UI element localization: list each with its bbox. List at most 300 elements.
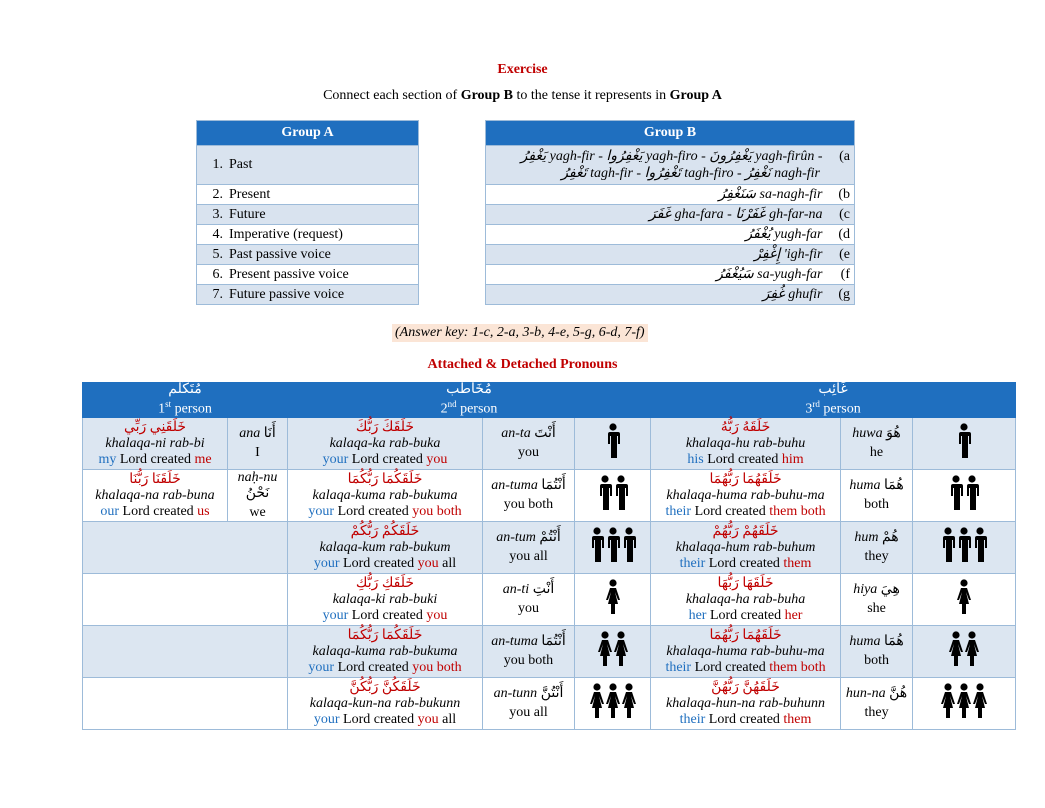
- person-label: person: [171, 401, 212, 417]
- phrase-object: them both: [769, 659, 826, 675]
- pronoun-arabic: هِيَ: [880, 582, 900, 597]
- phrase-english: [651, 660, 840, 676]
- group-a-num: 4.: [212, 226, 223, 242]
- pronoun-arabic: هُمْ: [881, 530, 899, 545]
- pronoun-cell: [841, 678, 913, 730]
- phrase-transliteration: khalaqa-ha rab-buha: [685, 591, 806, 607]
- pronoun-cell: [483, 470, 575, 522]
- group-b-cell: [486, 185, 855, 205]
- figure-group: [606, 423, 620, 459]
- person-ordinal: 1: [158, 401, 166, 417]
- phrase-arabic: خَلَقَنِي رَبِّي: [123, 419, 187, 435]
- phrase-arabic: خَلَقَهُ رَبُّهُ: [720, 419, 771, 435]
- pronoun-transliteration: an-tuma: [491, 634, 538, 649]
- phrase-transliteration: kalaqa-kun-na rab-bukunn: [309, 695, 461, 711]
- gap-cell: [419, 245, 486, 265]
- phrase-object: you: [417, 555, 439, 571]
- group-a-cell: [197, 245, 419, 265]
- phrase-cell: [651, 522, 841, 574]
- pronoun-line: [483, 426, 574, 442]
- figure-cell: [575, 574, 651, 626]
- group-b-cell: [486, 205, 855, 225]
- female-figure-icon: [622, 683, 636, 719]
- phrase-cell: [288, 470, 483, 522]
- pronoun-cell: [841, 470, 913, 522]
- group-b-line: [490, 148, 850, 165]
- pronoun-arabic: أَنْتُنَّ: [540, 686, 564, 701]
- pronoun-english: you all: [509, 705, 548, 720]
- pronoun-english: they: [864, 549, 889, 564]
- person-header-1: [83, 383, 288, 418]
- phrase-possessive: their: [665, 503, 692, 519]
- phrase-object: him: [781, 451, 804, 467]
- group-a-cell: [197, 185, 419, 205]
- phrase-cell: [288, 574, 483, 626]
- pronoun-cell: [841, 626, 913, 678]
- phrase-middle: Lord created: [339, 555, 418, 571]
- exercise-row: [197, 146, 855, 185]
- pronoun-cell: [483, 522, 575, 574]
- empty-cell: [83, 574, 228, 626]
- phrase-object: them: [783, 711, 812, 727]
- gap-cell: [419, 205, 486, 225]
- female-figure-icon: [606, 683, 620, 719]
- pronouns-table: [82, 382, 1016, 730]
- figure-cell: [913, 678, 1016, 730]
- pronoun-english: you all: [509, 549, 548, 564]
- male-figure-icon: [965, 475, 979, 511]
- figure-cell: [575, 418, 651, 470]
- pronoun-transliteration: hun-na: [845, 686, 886, 701]
- phrase-cell: [288, 418, 483, 470]
- pronoun-english: we: [249, 505, 266, 520]
- pronoun-cell: [841, 522, 913, 574]
- pronoun-line: [483, 582, 574, 598]
- pronoun-english: both: [864, 497, 889, 512]
- pronoun-line: [483, 478, 574, 494]
- male-figure-icon: [957, 527, 971, 563]
- group-a-cell: [197, 146, 419, 185]
- person-label: person: [819, 401, 861, 417]
- phrase-middle: Lord created: [334, 503, 413, 519]
- exercise-title: Exercise: [497, 62, 548, 77]
- empty-cell: [228, 522, 288, 574]
- phrase-possessive: your: [322, 451, 349, 467]
- pronoun-cell: [228, 418, 288, 470]
- phrase-transliteration: kalaqa-ka rab-buka: [329, 435, 441, 451]
- group-b-letter: (a: [839, 149, 850, 164]
- phrase-arabic: خَلَقَهَا رَبُّهَا: [717, 575, 774, 591]
- pronoun-row: [83, 626, 1016, 678]
- group-a-label: Future passive voice: [229, 286, 345, 302]
- pronoun-english: you: [518, 601, 539, 616]
- phrase-object: you both: [412, 503, 462, 519]
- pronoun-arabic: أَنْتُمَا: [541, 634, 566, 649]
- male-figure-icon: [622, 527, 636, 563]
- female-figure-icon: [590, 683, 604, 719]
- phrase-object: them: [783, 555, 812, 571]
- person-header-arabic: مُتَكَلِّم: [168, 382, 202, 398]
- exercise-body: [197, 146, 855, 305]
- pronoun-transliteration: huma: [849, 634, 881, 649]
- pronoun-line: [841, 686, 912, 702]
- male-figure-icon: [957, 423, 971, 459]
- figure-cell: [575, 678, 651, 730]
- gap-cell: [419, 146, 486, 185]
- group-b-text: إِغْفِرْ 'igh-fir: [754, 247, 823, 262]
- pronoun-line: [841, 634, 912, 650]
- phrase-transliteration: kalaqa-kum rab-bukum: [319, 539, 451, 555]
- female-figure-icon: [973, 683, 987, 719]
- pronoun-transliteration: an-tum: [496, 530, 536, 545]
- phrase-english: [288, 660, 482, 676]
- phrase-middle: Lord created: [348, 451, 427, 467]
- exercise-instruction: [0, 88, 1045, 104]
- pronoun-english: you: [518, 445, 539, 460]
- empty-cell: [83, 678, 228, 730]
- male-figure-icon: [606, 527, 620, 563]
- pronoun-transliteration: an-tuma: [491, 478, 538, 493]
- person-header-arabic: مُخَاطَب: [446, 382, 492, 398]
- group-a-cell: [197, 285, 419, 305]
- phrase-transliteration: khalaqa-na rab-buna: [95, 487, 215, 503]
- pronoun-english: she: [867, 601, 886, 616]
- pronoun-line: [841, 530, 912, 546]
- empty-cell: [83, 626, 228, 678]
- phrase-transliteration: kalaqa-kuma rab-bukuma: [312, 643, 458, 659]
- group-b-cell: [486, 146, 855, 185]
- person-label: person: [456, 401, 498, 417]
- pronoun-row: [83, 470, 1016, 522]
- group-a-cell: [197, 225, 419, 245]
- group-a-label: Future: [229, 206, 266, 222]
- male-figure-icon: [598, 475, 612, 511]
- pronoun-arabic: أَنْتِ: [532, 582, 555, 597]
- figure-group: [598, 475, 628, 511]
- phrase-english: [288, 504, 482, 520]
- figure-group: [957, 579, 971, 615]
- group-b-letter: (d: [838, 227, 850, 242]
- figure-cell: [575, 522, 651, 574]
- group-a-label: Past: [229, 157, 253, 172]
- phrase-transliteration: khalaqa-hu rab-buhu: [685, 435, 806, 451]
- phrase-english: [288, 556, 482, 572]
- phrase-object: you: [417, 711, 439, 727]
- phrase-cell: [83, 418, 228, 470]
- empty-cell: [83, 522, 228, 574]
- phrase-possessive: their: [679, 711, 706, 727]
- person-header-3: [651, 383, 1016, 418]
- phrase-english: [651, 556, 840, 572]
- pronoun-arabic: نَحْنُ: [245, 486, 270, 501]
- group-b-text: غُفِرَ ghufir: [762, 287, 823, 302]
- group-a-num: 1.: [212, 157, 223, 172]
- group-b-letter: (f: [840, 267, 850, 282]
- phrase-arabic: خَلَقَكَ رَبُّكَ: [355, 419, 415, 435]
- figure-group: [941, 527, 987, 563]
- group-a-num: 7.: [212, 286, 223, 302]
- phrase-arabic: خَلَقَكُمَا رَبُّكُمَا: [347, 627, 423, 643]
- figure-group: [606, 579, 620, 615]
- phrase-object: you: [426, 607, 448, 623]
- group-b-text: غَفَرَ gha-fara - غَفَرْنَا gh-far-na: [649, 207, 823, 222]
- phrase-middle: Lord created: [119, 503, 198, 519]
- phrase-arabic: خَلَقَكُمْ رَبُّكُمْ: [350, 523, 420, 539]
- pronoun-english: you both: [503, 653, 554, 668]
- group-a-num: 2.: [212, 186, 223, 202]
- phrase-cell: [288, 626, 483, 678]
- male-figure-icon: [606, 423, 620, 459]
- group-b-text: يَغْفِرُ yagh-fir - يَغْفِرُوا yagh-firo - يَغْفِرُونَ yagh-firûn -: [520, 149, 823, 164]
- female-figure-icon: [957, 683, 971, 719]
- phrase-cell: [651, 574, 841, 626]
- person-header-label: [288, 397, 650, 417]
- phrase-possessive: her: [688, 607, 707, 623]
- group-b-cell: [486, 285, 855, 305]
- figure-group: [590, 527, 636, 563]
- female-figure-icon: [614, 631, 628, 667]
- figure-cell: [913, 418, 1016, 470]
- pronoun-transliteration: an-ti: [502, 582, 530, 597]
- figure-cell: [913, 470, 1016, 522]
- male-figure-icon: [941, 527, 955, 563]
- phrase-middle: Lord created: [691, 659, 770, 675]
- phrase-cell: [288, 522, 483, 574]
- group-b-letter: (e: [839, 247, 850, 262]
- gap-cell: [419, 285, 486, 305]
- pronoun-english: he: [869, 445, 884, 460]
- pronoun-english: they: [864, 705, 889, 720]
- phrase-arabic: خَلَقَكِ رَبُّكِ: [355, 575, 415, 591]
- phrase-english: [651, 712, 840, 728]
- pronoun-row: [83, 574, 1016, 626]
- male-figure-icon: [973, 527, 987, 563]
- pronoun-transliteration: hiya: [853, 582, 878, 597]
- gap-cell: [419, 121, 486, 146]
- phrase-english: [83, 452, 227, 468]
- phrase-english: [651, 608, 840, 624]
- group-a-label: Past passive voice: [229, 246, 331, 262]
- phrase-english: [288, 608, 482, 624]
- phrase-arabic: خَلَقَهُمْ رَبُّهُمْ: [712, 523, 779, 539]
- exercise-table: [196, 120, 855, 305]
- phrase-cell: [651, 470, 841, 522]
- group-b-letter: (c: [839, 207, 850, 222]
- phrase-english: [288, 712, 482, 728]
- pronoun-transliteration: an-tunn: [493, 686, 538, 701]
- phrase-object: us: [197, 503, 210, 519]
- person-ordinal: 2: [440, 401, 448, 417]
- group-a-label: Present: [229, 186, 271, 202]
- pronoun-cell: [483, 418, 575, 470]
- female-figure-icon: [965, 631, 979, 667]
- figure-group: [598, 631, 628, 667]
- figure-group: [957, 423, 971, 459]
- phrase-transliteration: khalaqa-hum rab-buhum: [675, 539, 816, 555]
- phrase-arabic: خَلَقَنَا رَبُّنَا: [129, 471, 181, 487]
- phrase-cell: [651, 678, 841, 730]
- pronoun-arabic: أَنَا: [263, 426, 276, 441]
- phrase-possessive: your: [313, 555, 340, 571]
- phrase-middle: Lord created: [334, 659, 413, 675]
- figure-group: [949, 631, 979, 667]
- instruction-pre: Connect each section of: [323, 88, 461, 103]
- phrase-possessive: his: [687, 451, 704, 467]
- empty-cell: [228, 574, 288, 626]
- pronoun-transliteration: huma: [849, 478, 881, 493]
- person-ordinal: 3: [805, 401, 813, 417]
- person-ordinal-suffix: nd: [447, 399, 457, 410]
- pronoun-cell: [841, 418, 913, 470]
- pronoun-english: both: [864, 653, 889, 668]
- instruction-group-a: Group A: [669, 88, 722, 103]
- pronoun-english: I: [255, 445, 260, 460]
- phrase-middle: Lord created: [339, 711, 418, 727]
- phrase-middle: Lord created: [705, 555, 784, 571]
- phrase-english: [651, 504, 840, 520]
- phrase-possessive: their: [665, 659, 692, 675]
- phrase-english: [651, 452, 840, 468]
- phrase-arabic: خَلَقَكُمَا رَبُّكُمَا: [347, 471, 423, 487]
- phrase-middle: Lord created: [703, 451, 782, 467]
- person-header-label: [651, 397, 1015, 417]
- pronoun-row: [83, 418, 1016, 470]
- phrase-transliteration: khalaqa-ni rab-bi: [105, 435, 205, 451]
- phrase-possessive: your: [313, 711, 340, 727]
- group-b-text: يُغْفَرُ yugh-far: [745, 227, 823, 242]
- female-figure-icon: [598, 631, 612, 667]
- empty-cell: [228, 626, 288, 678]
- gap-cell: [419, 185, 486, 205]
- phrase-tail: all: [438, 711, 457, 727]
- pronoun-line: [483, 530, 574, 546]
- phrase-object: you: [426, 451, 448, 467]
- group-b-cell: [486, 245, 855, 265]
- group-b-header: Group B: [486, 121, 855, 146]
- female-figure-icon: [606, 579, 620, 615]
- pronoun-arabic: هُمَا: [883, 634, 904, 649]
- exercise-row: [197, 205, 855, 225]
- pronouns-title: Attached & Detached Pronouns: [427, 357, 618, 372]
- figure-group: [590, 683, 636, 719]
- figure-cell: [913, 574, 1016, 626]
- phrase-transliteration: khalaqa-hun-na rab-buhunn: [666, 695, 826, 711]
- group-b-text: سَيُغْفَرُ sa-yugh-far: [716, 267, 823, 282]
- exercise-row: [197, 265, 855, 285]
- group-a-cell: [197, 265, 419, 285]
- person-ordinal-suffix: rd: [812, 399, 820, 410]
- figure-cell: [575, 626, 651, 678]
- pronoun-line: [841, 582, 912, 598]
- phrase-transliteration: khalaqa-huma rab-buhu-ma: [666, 487, 825, 503]
- pronoun-cell: [483, 574, 575, 626]
- pronoun-arabic: هُوَ: [886, 426, 901, 441]
- pronoun-transliteration: naḥ-nu: [237, 470, 278, 485]
- pronoun-cell: [483, 678, 575, 730]
- gap-cell: [419, 225, 486, 245]
- person-header-label: [83, 397, 287, 417]
- phrase-object: her: [784, 607, 803, 623]
- pronoun-transliteration: ana: [239, 426, 261, 441]
- group-b-letter: (b: [838, 187, 850, 202]
- phrase-middle: Lord created: [706, 607, 785, 623]
- phrase-arabic: خَلَقَهُمَا رَبُّهُمَا: [709, 471, 782, 487]
- phrase-middle: Lord created: [691, 503, 770, 519]
- instruction-group-b: Group B: [460, 88, 513, 103]
- male-figure-icon: [614, 475, 628, 511]
- empty-cell: [228, 678, 288, 730]
- phrase-possessive: our: [100, 503, 120, 519]
- pronoun-arabic: هُمَا: [883, 478, 904, 493]
- figure-group: [941, 683, 987, 719]
- pronoun-cell: [483, 626, 575, 678]
- pronoun-transliteration: huwa: [852, 426, 883, 441]
- exercise-row: [197, 285, 855, 305]
- exercise-row: [197, 185, 855, 205]
- female-figure-icon: [957, 579, 971, 615]
- pronoun-arabic: أَنْتَ: [534, 426, 556, 441]
- phrase-object: me: [194, 451, 212, 467]
- pronoun-line: [483, 686, 574, 702]
- phrase-cell: [288, 678, 483, 730]
- group-a-num: 3.: [212, 206, 223, 222]
- group-a-num: 5.: [212, 246, 223, 262]
- phrase-middle: Lord created: [705, 711, 784, 727]
- answer-key: (Answer key: 1-c, 2-a, 3-b, 4-e, 5-g, 6-d, 7-f): [392, 324, 648, 342]
- group-b-cell: [486, 225, 855, 245]
- phrase-possessive: your: [322, 607, 349, 623]
- phrase-tail: all: [438, 555, 457, 571]
- exercise-row: [197, 245, 855, 265]
- phrase-english: [288, 452, 482, 468]
- phrase-possessive: your: [308, 503, 335, 519]
- phrase-arabic: خَلَقَهُنَّ رَبُّهُنَّ: [711, 679, 780, 695]
- pronoun-row: [83, 678, 1016, 730]
- phrase-possessive: your: [308, 659, 335, 675]
- person-header-arabic: غَائِب: [818, 382, 848, 398]
- instruction-mid: to the tense it represents in: [512, 88, 670, 103]
- group-b-text: سَنَغْفِرُ sa-nagh-fir: [718, 187, 823, 202]
- pronoun-line: [228, 470, 287, 502]
- figure-cell: [913, 522, 1016, 574]
- pronoun-transliteration: an-ta: [501, 426, 531, 441]
- male-figure-icon: [590, 527, 604, 563]
- figure-cell: [913, 626, 1016, 678]
- person-ordinal-suffix: st: [165, 399, 172, 410]
- gap-cell: [419, 265, 486, 285]
- phrase-english: [83, 504, 227, 520]
- group-a-label: Imperative (request): [229, 226, 343, 242]
- pronoun-arabic: أَنْتُمْ: [539, 530, 561, 545]
- phrase-transliteration: khalaqa-huma rab-buhu-ma: [666, 643, 825, 659]
- group-a-label: Present passive voice: [229, 266, 349, 282]
- phrase-cell: [651, 626, 841, 678]
- pronoun-row: [83, 522, 1016, 574]
- phrase-possessive: their: [679, 555, 706, 571]
- pronoun-line: [841, 478, 912, 494]
- group-a-cell: [197, 205, 419, 225]
- group-b-letter: (g: [838, 287, 850, 302]
- phrase-transliteration: kalaqa-ki rab-buki: [332, 591, 438, 607]
- phrase-object: them both: [769, 503, 826, 519]
- pronoun-cell: [841, 574, 913, 626]
- pronoun-line: [483, 634, 574, 650]
- person-header-2: [288, 383, 651, 418]
- figure-group: [949, 475, 979, 511]
- group-b-text: تَغْفِرُ tagh-fir - تَغْفِرُوا tagh-firo - نَغْفِرُ nagh-fir: [561, 166, 820, 181]
- phrase-cell: [83, 470, 228, 522]
- pronoun-cell: [228, 470, 288, 522]
